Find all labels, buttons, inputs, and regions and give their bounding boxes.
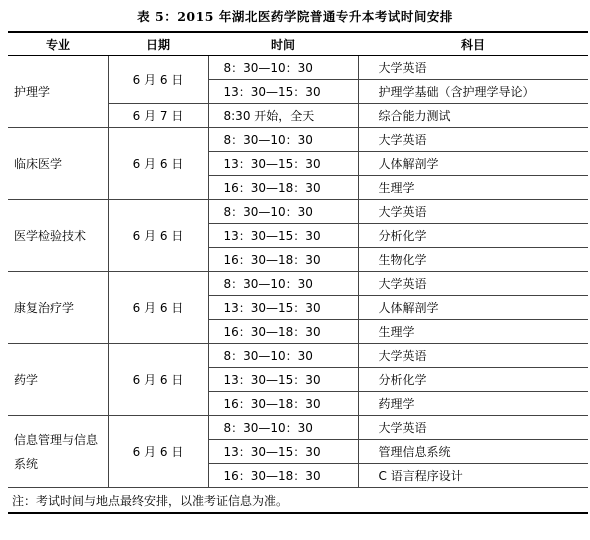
table-row [8,272,588,296]
date-cell: 6 月 6 日 [108,128,208,200]
time-cell: 13：30—15：30 [208,152,358,176]
table-row [8,416,588,440]
date-cell: 6 月 6 日 [108,416,208,488]
major-cell: 信息管理与信息系统 [8,416,108,488]
time-cell: 8：30—10：30 [208,344,358,368]
subject-cell: 护理学基础（含护理学导论） [358,80,588,104]
date-cell: 6 月 7 日 [108,104,208,128]
time-cell: 8：30—10：30 [208,200,358,224]
time-cell: 16：30—18：30 [208,176,358,200]
subject-cell: 分析化学 [358,368,588,392]
schedule-table [8,31,588,514]
time-cell: 13：30—15：30 [208,368,358,392]
subject-cell: 大学英语 [358,128,588,152]
table-row [8,56,588,80]
major-cell: 临床医学 [8,128,108,200]
time-cell: 13：30—15：30 [208,80,358,104]
time-cell: 8：30—10：30 [208,128,358,152]
time-cell: 13：30—15：30 [208,296,358,320]
header-date: 日期 [108,32,208,56]
subject-cell: 大学英语 [358,56,588,80]
footnote: 注：考试时间与地点最终安排，以准考证信息为准。 [8,488,588,514]
subject-cell: 人体解剖学 [358,296,588,320]
header-time: 时间 [208,32,358,56]
subject-cell: 药理学 [358,392,588,416]
time-cell: 8：30—10：30 [208,56,358,80]
table-row [8,344,588,368]
subject-cell: 分析化学 [358,224,588,248]
major-cell: 康复治疗学 [8,272,108,344]
subject-cell: 人体解剖学 [358,152,588,176]
subject-cell: 生理学 [358,320,588,344]
time-cell: 16：30—18：30 [208,320,358,344]
header-major: 专业 [8,32,108,56]
date-cell: 6 月 6 日 [108,56,208,104]
subject-cell: 大学英语 [358,272,588,296]
major-cell: 药学 [8,344,108,416]
subject-cell: C 语言程序设计 [358,464,588,488]
time-cell: 13：30—15：30 [208,440,358,464]
time-cell: 8：30—10：30 [208,416,358,440]
schedule-table-wrapper [8,31,588,514]
subject-cell: 生理学 [358,176,588,200]
subject-cell: 生物化学 [358,248,588,272]
time-cell: 8：30—10：30 [208,272,358,296]
date-cell: 6 月 6 日 [108,344,208,416]
time-cell: 16：30—18：30 [208,464,358,488]
date-cell: 6 月 6 日 [108,272,208,344]
header-subject: 科目 [358,32,588,56]
subject-cell: 大学英语 [358,344,588,368]
date-cell: 6 月 6 日 [108,200,208,272]
time-cell: 16：30—18：30 [208,248,358,272]
major-cell: 医学检验技术 [8,200,108,272]
time-cell: 8:30 开始，全天 [208,104,358,128]
time-cell: 16：30—18：30 [208,392,358,416]
major-cell: 护理学 [8,56,108,128]
subject-cell: 大学英语 [358,200,588,224]
header-row [8,32,588,56]
time-cell: 13：30—15：30 [208,224,358,248]
table-title: 表 5：2015 年湖北医药学院普通专升本考试时间安排 [137,9,453,24]
note-row [8,488,588,514]
subject-cell: 大学英语 [358,416,588,440]
subject-cell: 管理信息系统 [358,440,588,464]
subject-cell: 综合能力测试 [358,104,588,128]
table-row [8,128,588,152]
table-row [8,200,588,224]
